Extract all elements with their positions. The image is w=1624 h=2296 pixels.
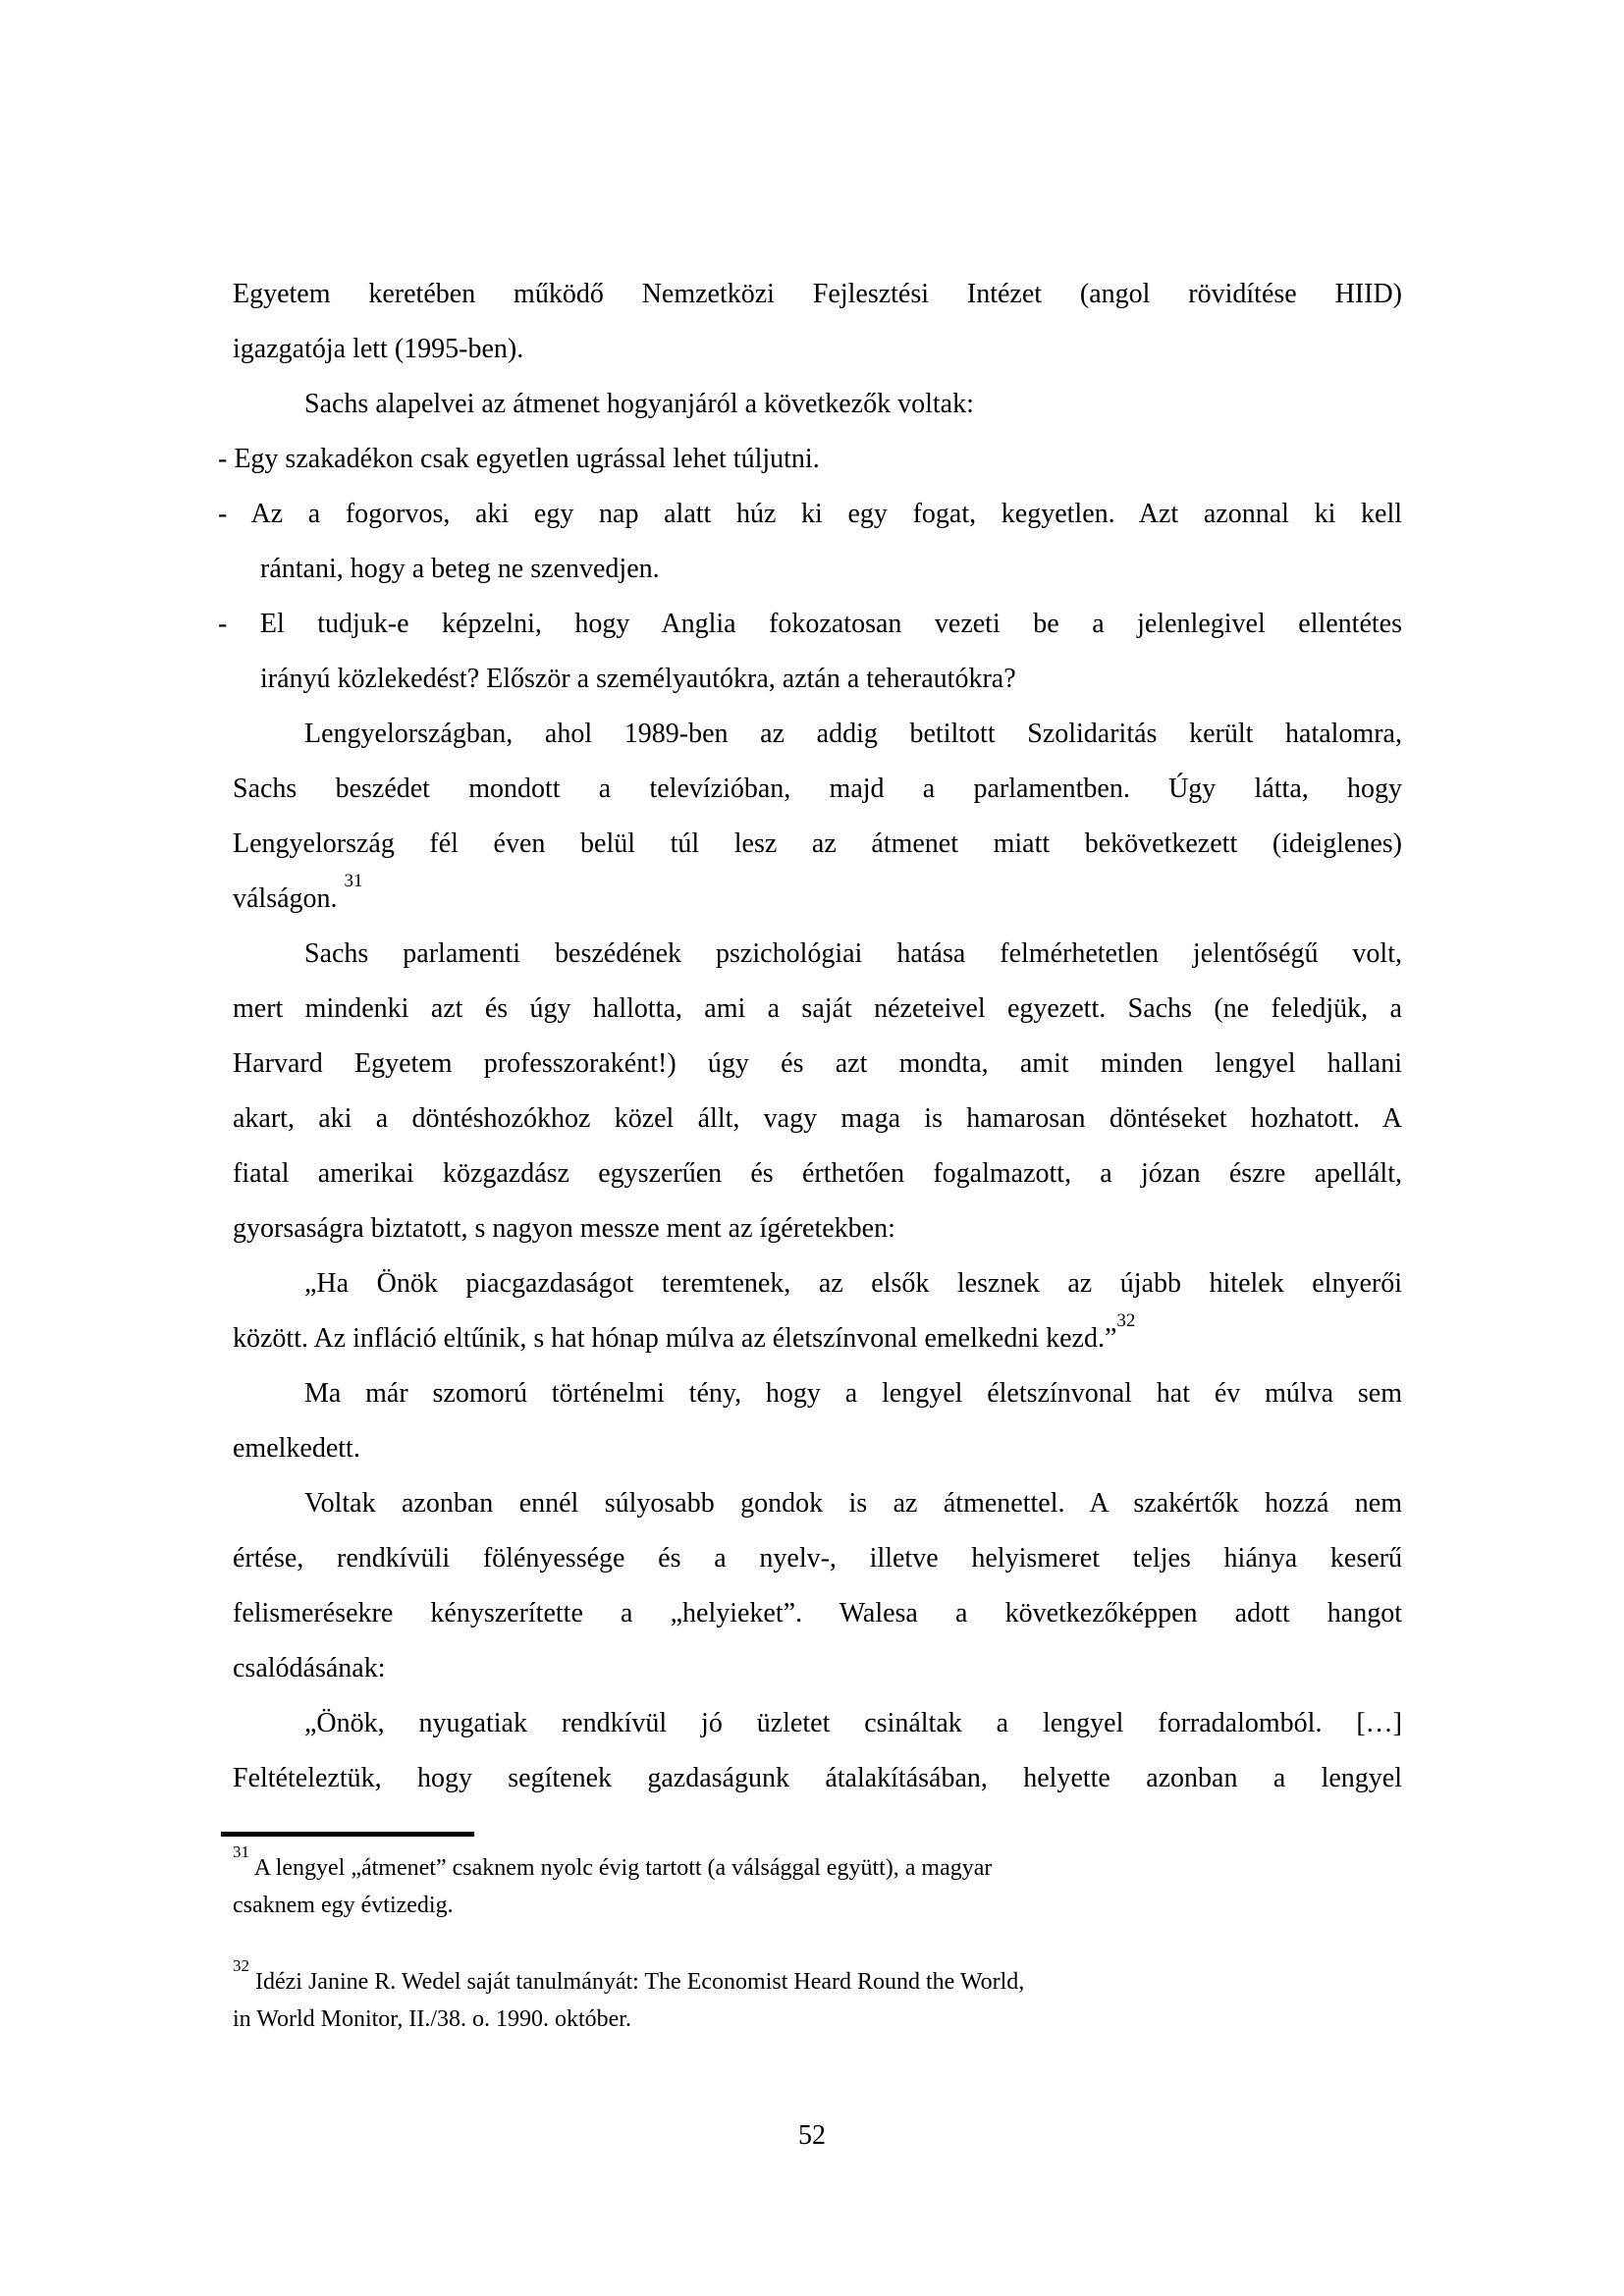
line-text: irányú közlekedést? Először a személyautókra, aztán a teherautókra? bbox=[260, 664, 1016, 694]
text-line bbox=[233, 1641, 1402, 1696]
footnote-31 bbox=[233, 1842, 1402, 1924]
text-line bbox=[233, 927, 1402, 982]
paragraph bbox=[233, 377, 1402, 432]
footnote-line bbox=[233, 1842, 1402, 1887]
text-line bbox=[233, 1586, 1402, 1641]
line-text: igazgatója lett (1995-ben). bbox=[233, 334, 524, 364]
text-line bbox=[233, 1751, 1402, 1806]
text-line bbox=[233, 1696, 1402, 1751]
footnote-line bbox=[233, 1955, 1402, 2001]
text-line bbox=[233, 1421, 1402, 1476]
line-text: gyorsaságra biztatott, s nagyon messze ment az ígéretekben: bbox=[233, 1213, 895, 1244]
footnotes bbox=[233, 1842, 1402, 2038]
line-text: - Az a fogorvos, aki egy nap alatt húz ki egy fogat, kegyetlen. Azt azonnal ki kell bbox=[218, 499, 1402, 529]
paragraph bbox=[233, 1256, 1402, 1366]
footnote-31-marker: 31 bbox=[233, 1842, 249, 1861]
text-line bbox=[233, 1037, 1402, 1092]
text-line bbox=[233, 762, 1402, 817]
line-text: mert mindenki azt és úgy hallotta, ami a saját nézeteivel egyezett. Sachs (ne feledjük, a bbox=[233, 993, 1402, 1024]
paragraph bbox=[233, 1696, 1402, 1806]
text-line bbox=[233, 267, 1402, 322]
text-line bbox=[218, 487, 1402, 542]
text-line bbox=[233, 1531, 1402, 1586]
line-text: között. Az infláció eltűnik, s hat hónap múlva az életszínvonal emelkedni kezd.” bbox=[233, 1323, 1117, 1354]
line-text: „Önök, nyugatiak rendkívül jó üzletet csináltak a lengyel forradalomból. […] bbox=[304, 1708, 1402, 1738]
footnote-line: csaknem egy évtizedig. bbox=[233, 1893, 454, 1918]
line-text: csalódásának: bbox=[233, 1653, 386, 1683]
footnote-line: in World Monitor, II./38. o. 1990. október. bbox=[233, 2006, 631, 2032]
line-text: Voltak azonban ennél súlyosabb gondok is az átmenettel. A szakértők hozzá nem bbox=[304, 1488, 1402, 1519]
paragraph bbox=[218, 597, 1402, 707]
text-line bbox=[233, 707, 1402, 762]
line-text: válságon. bbox=[233, 883, 345, 914]
text-line bbox=[233, 1201, 1402, 1256]
line-text: - Egy szakadékon csak egyetlen ugrással lehet túljutni. bbox=[218, 444, 820, 474]
line-text: rántani, hogy a beteg ne szenvedjen. bbox=[260, 554, 660, 584]
text-line bbox=[233, 982, 1402, 1037]
text-line bbox=[233, 1147, 1402, 1201]
paragraph bbox=[233, 1366, 1402, 1476]
footnote-separator bbox=[221, 1832, 474, 1837]
text-line bbox=[233, 1476, 1402, 1531]
line-text: Feltételeztük, hogy segítenek gazdaságunk átalakításában, helyette azonban a lengyel bbox=[233, 1763, 1402, 1793]
line-text: felismerésekre kényszerítette a „helyieket”. Walesa a következőképpen adott hangot bbox=[233, 1598, 1402, 1629]
text-line bbox=[218, 432, 1402, 487]
paragraph bbox=[233, 707, 1402, 927]
paragraph bbox=[218, 432, 1402, 487]
text-line bbox=[218, 597, 1402, 652]
text-line bbox=[233, 322, 1402, 377]
line-text: Lengyelországban, ahol 1989-ben az addig betiltott Szolidaritás került hatalomra, bbox=[304, 719, 1402, 749]
footnote-32-marker: 32 bbox=[233, 1955, 249, 1975]
body-text bbox=[218, 267, 1402, 1806]
line-text: Lengyelország fél éven belül túl lesz az átmenet miatt bekövetkezett (ideiglenes) bbox=[233, 828, 1402, 859]
line-text: értése, rendkívüli fölényessége és a nyelv-, illetve helyismeret teljes hiánya keserű bbox=[233, 1543, 1402, 1574]
text-line bbox=[233, 542, 1402, 597]
paragraph bbox=[233, 267, 1402, 377]
text-line bbox=[233, 872, 1402, 927]
footnote-reference: 31 bbox=[344, 871, 363, 892]
line-text: Ma már szomorú történelmi tény, hogy a lengyel életszínvonal hat év múlva sem bbox=[304, 1378, 1402, 1409]
footnote-text: A lengyel „átmenet” csaknem nyolc évig tartott (a válsággal együtt), a magyar bbox=[253, 1855, 993, 1881]
paragraph bbox=[233, 1476, 1402, 1696]
text-line bbox=[233, 1256, 1402, 1311]
line-text: Harvard Egyetem professzoraként!) úgy és azt mondta, amit minden lengyel hallani bbox=[233, 1048, 1402, 1079]
line-text: fiatal amerikai közgazdász egyszerűen és érthetően fogalmazott, a józan észre apellált, bbox=[233, 1158, 1402, 1189]
page-number: 52 bbox=[798, 2120, 826, 2151]
line-text: Sachs beszédet mondott a televízióban, majd a parlamentben. Úgy látta, hogy bbox=[233, 774, 1402, 804]
line-text: akart, aki a döntéshozókhoz közel állt, vagy maga is hamarosan döntéseket hozhatott. A bbox=[233, 1103, 1402, 1134]
line-text: Sachs parlamenti beszédének pszichológiai hatása felmérhetetlen jelentőségű volt, bbox=[304, 938, 1402, 969]
line-text: - El tudjuk-e képzelni, hogy Anglia fokozatosan vezeti be a jelenlegivel ellentétes bbox=[218, 609, 1402, 639]
text-line bbox=[233, 377, 1402, 432]
text-line bbox=[233, 817, 1402, 872]
footnote-reference: 32 bbox=[1116, 1310, 1136, 1332]
line-text: Sachs alapelvei az átmenet hogyanjáról a következők voltak: bbox=[304, 389, 974, 419]
line-text: emelkedett. bbox=[233, 1433, 360, 1464]
footnote-32 bbox=[233, 1955, 1402, 2038]
text-line bbox=[233, 1311, 1402, 1366]
line-text: „Ha Önök piacgazdaságot teremtenek, az elsők lesznek az újabb hitelek elnyerői bbox=[304, 1268, 1402, 1299]
text-line bbox=[233, 652, 1402, 707]
text-line bbox=[233, 1092, 1402, 1147]
line-text: Egyetem keretében működő Nemzetközi Fejlesztési Intézet (angol rövidítése HIID) bbox=[233, 279, 1402, 309]
text-line bbox=[233, 1366, 1402, 1421]
paragraph bbox=[218, 487, 1402, 597]
paragraph bbox=[233, 927, 1402, 1256]
footnote-text: Idézi Janine R. Wedel saját tanulmányát: The Economist Heard Round the World, bbox=[255, 1969, 1025, 1995]
